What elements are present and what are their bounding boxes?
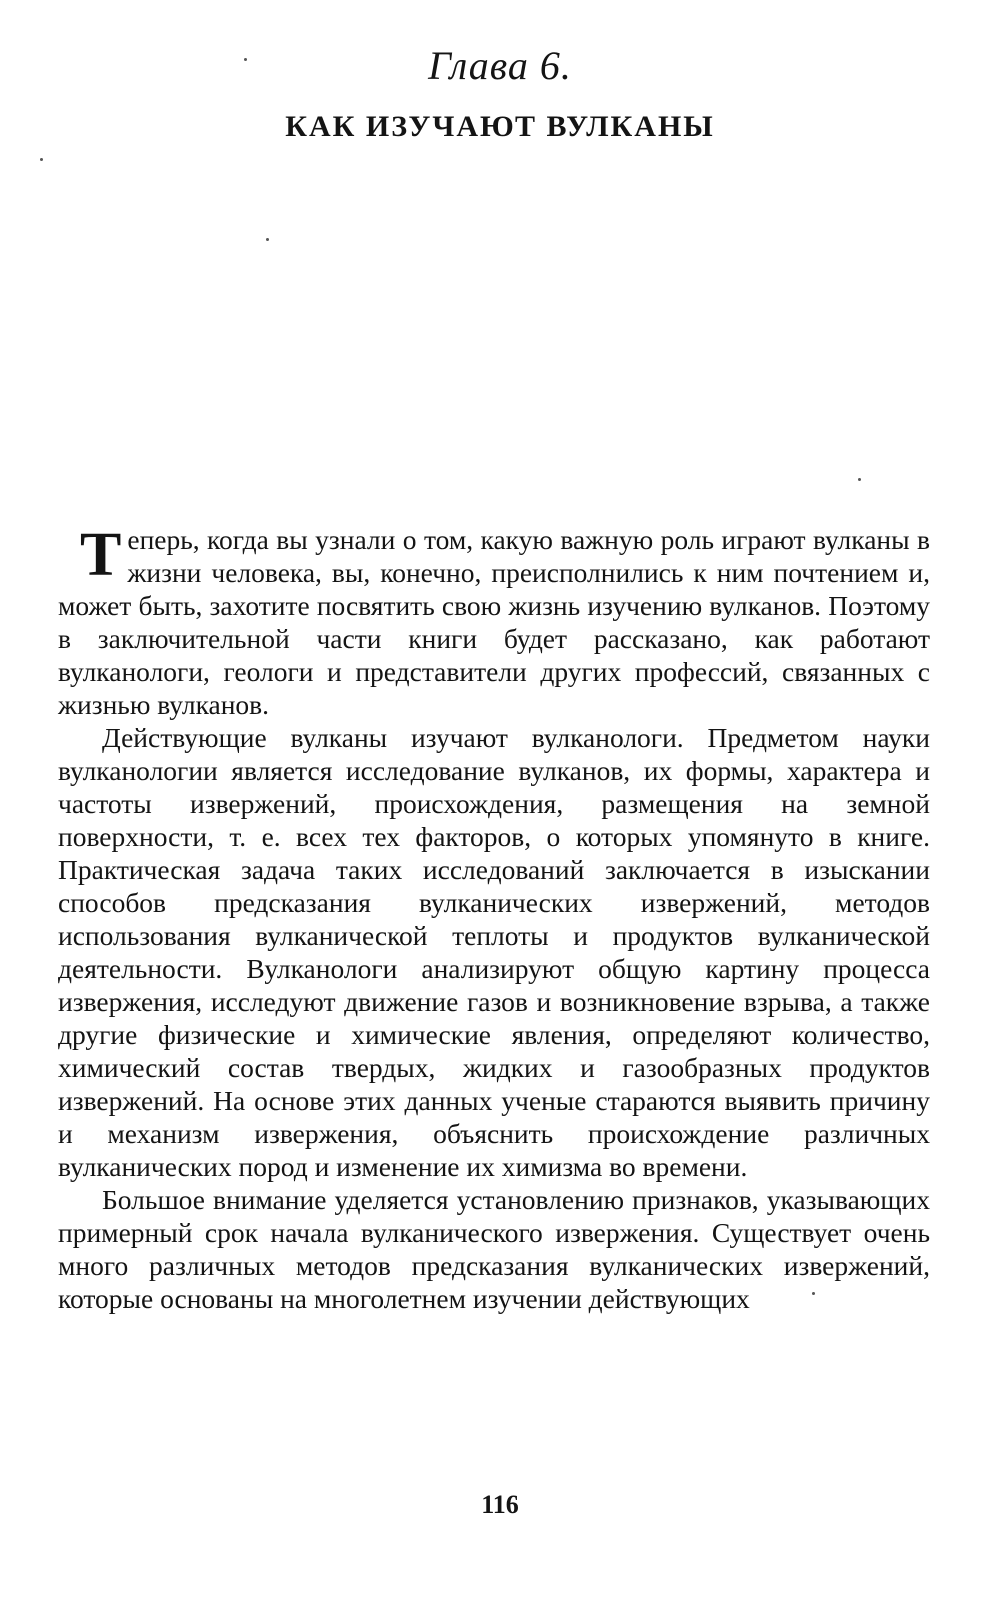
- drop-cap: Т: [80, 521, 122, 589]
- paragraph-3: Большое внимание уделяется установлению признаков, указывающих примерный срок начала вулканического извержения. Существует очень много различных методов предсказания вулканических извержений, которые основаны на многолетнем изучении действующих: [58, 1184, 930, 1314]
- chapter-title: КАК ИЗУЧАЮТ ВУЛКАНЫ: [285, 110, 715, 143]
- paragraph-2: Действующие вулканы изучают вулканологи. Предметом науки вулканологии является исследование вулканов, их формы, характера и частоты извержений, происхождения, размещения на земной поверхности, т. е. всех тех факторов, о которых упомянуто в книге. Практическая задача таких исследований заключается в изыскании способов предсказания вулканических извержений, методов использования вулканической теплоты и продуктов вулканической деятельности. Вулканологи анализируют общую картину процесса извержения, исследуют движение газов и возникновение взрыва, а также другие физические и химические явления, определяют количество, химический состав твердых, жидких и газообразных продуктов извержений. На основе этих данных ученые стараются выявить причину и механизм извержения, объяснить происхождение различных вулканических пород и изменение их химизма во времени.: [58, 722, 930, 1182]
- paragraph-1-text: еперь, когда вы узнали о том, какую важную роль играют вулканы в жизни человека, вы, конечно, преисполнились к ним почтением и, может быть, захотите посвятить свою жизнь изучению вулканов. Поэтому в заключительной части книги будет рассказано, как работают вулканологи, геологи и представители других профессий, связанных с жизнью вулканов.: [58, 524, 930, 720]
- scan-speck: [812, 1292, 815, 1295]
- scan-speck: [858, 478, 861, 481]
- page-number: 116: [481, 1490, 519, 1519]
- chapter-label: Глава 6.: [428, 43, 572, 88]
- scan-speck: [266, 238, 269, 241]
- paragraph-1: [58, 523, 930, 721]
- scan-speck: [40, 158, 43, 161]
- scan-speck: [244, 58, 247, 61]
- body-text: [58, 523, 930, 1315]
